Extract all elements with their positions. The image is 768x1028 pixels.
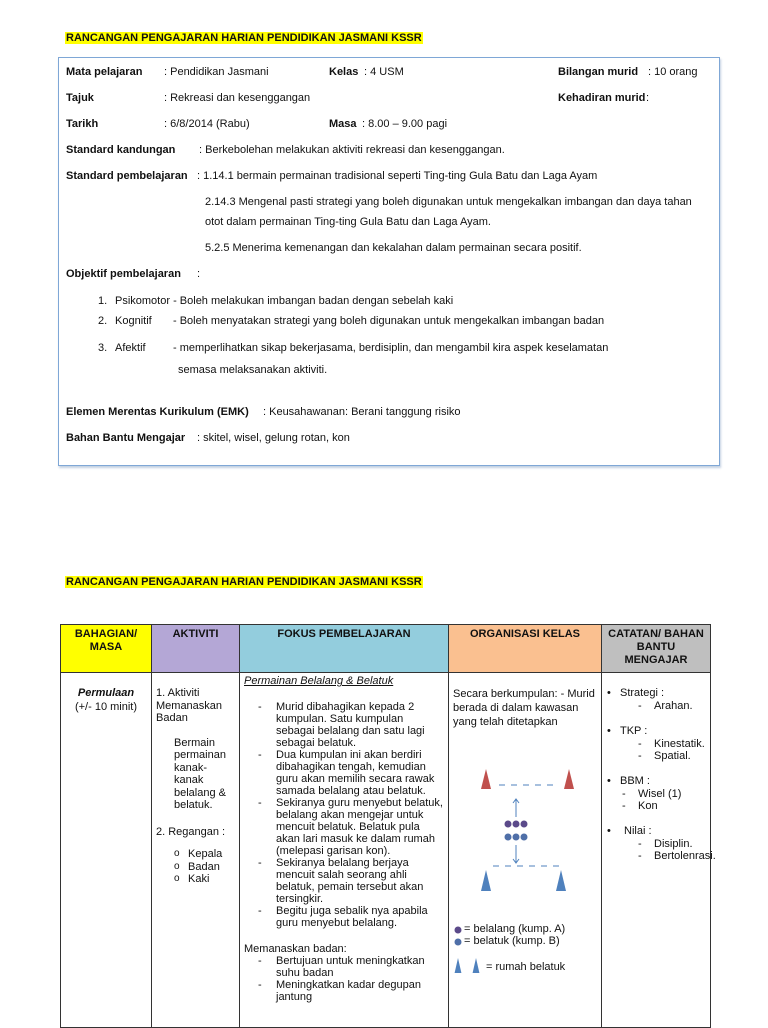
list-item <box>606 725 706 763</box>
list-item: - Kinestatik. <box>620 738 706 751</box>
header-organisasi: ORGANISASI KELAS <box>449 625 602 673</box>
fokus-list <box>244 701 444 929</box>
nilai-label: Nilai : <box>624 824 652 837</box>
kelas-value: : 4 USM <box>364 66 404 78</box>
cone-blue-icon <box>556 870 566 891</box>
tajuk-value: : Rekreasi dan kesenggangan <box>164 92 311 104</box>
list-item: - Bertujuan untuk meningkatkan suhu badan <box>244 955 444 979</box>
sk-label: Standard kandungan <box>66 144 176 156</box>
strategi-label: Strategi : <box>620 687 665 699</box>
mata-value: : Pendidikan Jasmani <box>164 66 269 78</box>
obj3-text: - memperlihatkan sikap bekerjasama, berdisiplin, dan mengambil kira aspek keselamatan <box>173 342 609 354</box>
obj2-name: Kognitif <box>115 315 152 327</box>
list-item: - Wisel (1) <box>604 788 706 801</box>
belalang-dot-icon <box>513 821 520 828</box>
list-item: - Sekiranya guru menyebut belatuk, belalang akan mengejar untuk mencuit belatuk. Belatuk pula akan lari masuk ke dalam rumah (melepasi garisan kon). <box>244 797 444 857</box>
bilangan-value: : 10 orang <box>648 66 698 78</box>
list-item: - Dua kumpulan ini akan berdiri dibahagikan tengah, kemudian guru akan memilih secara rawak samada belalang atau belatuk. <box>244 749 444 797</box>
fokus-title: Permainan Belalang & Belatuk <box>244 675 394 687</box>
mata-label: Mata pelajaran <box>66 66 143 78</box>
warm-title: Memanaskan badan: <box>244 943 347 955</box>
header-aktiviti: AKTIVITI <box>152 625 240 673</box>
obj3-name: Afektif <box>115 342 146 354</box>
permulaan-title: Permulaan <box>77 687 135 699</box>
belalang-dot-icon <box>505 821 512 828</box>
belatuk-dot-icon <box>505 834 512 841</box>
bbm-item-label: BBM : <box>620 774 650 787</box>
objektif-colon: : <box>197 268 201 280</box>
cone-red-icon <box>564 769 574 789</box>
obj3-text-2: semasa melaksanakan aktiviti. <box>178 364 328 376</box>
cell-fokus <box>240 673 449 1028</box>
list-item: - Murid dibahagikan kepada 2 kumpulan. Satu kumpulan sebagai belalang dan satu lagi sebagai belatuk. <box>244 701 444 749</box>
permulaan-time: (+/- 10 minit) <box>74 701 138 713</box>
tkp-sublist <box>620 738 706 763</box>
legend-belatuk: = belatuk (kump. B) <box>464 935 560 947</box>
cell-organisasi <box>449 673 602 1028</box>
belatuk-dot-icon <box>521 834 528 841</box>
tarikh-label: Tarikh <box>66 118 99 130</box>
kehadiran-label: Kehadiran murid <box>558 92 646 104</box>
masa-label: Masa <box>329 118 357 130</box>
bbm-label: Bahan Bantu Mengajar <box>66 432 186 444</box>
tarikh-value: : 6/8/2014 (Rabu) <box>164 118 250 130</box>
obj1-text: Psikomotor - Boleh melakukan imbangan badan dengan sebelah kaki <box>115 295 454 307</box>
list-item: o Kepala <box>156 848 235 861</box>
kelas-label: Kelas <box>329 66 359 78</box>
emk-value: : Keusahawanan: Berani tanggung risiko <box>263 406 461 418</box>
cell-catatan <box>602 673 716 1028</box>
aktiviti-item-1-desc: Bermain permainan kanak-kanak belalang & belatuk. <box>174 736 226 811</box>
bbm-sublist <box>604 788 706 813</box>
table-header-row <box>61 625 711 673</box>
list-item: o Badan <box>156 861 235 874</box>
regangan-list <box>156 848 235 886</box>
tajuk-label: Tajuk <box>66 92 94 104</box>
objektif-label: Objektif pembelajaran <box>66 268 181 280</box>
legend-cone-icon <box>453 958 463 973</box>
sp-value-1: : 1.14.1 bermain permainan tradisional seperti Ting-ting Gula Batu dan Laga Ayam <box>197 170 598 182</box>
cell-bahagian <box>61 673 152 1028</box>
header-fokus: FOKUS PEMBELAJARAN <box>240 625 449 673</box>
aktiviti-item-2: 2. Regangan : <box>156 825 226 838</box>
cone-blue-icon <box>481 870 491 891</box>
warm-list <box>244 955 444 1003</box>
list-item: o Kaki <box>156 873 235 886</box>
nilai-sublist <box>620 837 716 863</box>
list-item <box>606 687 706 713</box>
sk-value: : Berkebolehan melakukan aktiviti rekreasi dan kesenggangan. <box>199 144 505 156</box>
obj2-num: 2. <box>98 315 108 327</box>
list-item: - Arahan. <box>620 700 706 713</box>
cell-aktiviti <box>152 673 240 1028</box>
sp-value-3: 5.2.5 Menerima kemenangan dan kekalahan dalam permainan secara positif. <box>205 242 582 254</box>
obj3-num: 3. <box>98 342 108 354</box>
sp-label: Standard pembelajaran <box>66 170 188 182</box>
obj2-text: - Boleh menyatakan strategi yang boleh digunakan untuk mengekalkan imbangan badan <box>173 315 605 327</box>
legend-cone-icon <box>471 958 481 973</box>
obj1-num: 1. <box>98 295 108 307</box>
sp-value-2a: 2.14.3 Mengenal pasti strategi yang boleh digunakan untuk mengekalkan imbangan dan daya tahan <box>205 196 692 208</box>
list-item: - Bertolenrasi. <box>620 850 706 863</box>
strategi-sublist <box>620 700 706 713</box>
catatan-list <box>606 687 716 863</box>
legend-belalang: = belalang (kump. A) <box>464 923 566 935</box>
kehadiran-value: : <box>646 92 650 104</box>
legend-belatuk-icon <box>455 939 462 946</box>
list-item: - Kon <box>604 800 706 813</box>
sp-value-2b: otot dalam permainan Ting-ting Gula Batu dan Laga Ayam. <box>205 216 491 228</box>
belatuk-dot-icon <box>513 834 520 841</box>
list-item: - Meningkatkan kadar degupan jantung <box>244 979 444 1003</box>
list-item: - Disiplin. <box>620 838 706 851</box>
masa-value: : 8.00 – 9.00 pagi <box>362 118 448 130</box>
list-item: - Spatial. <box>620 750 706 763</box>
list-item <box>606 775 706 813</box>
bbm-value: : skitel, wisel, gelung rotan, kon <box>197 432 350 444</box>
cone-red-icon <box>481 769 491 789</box>
emk-label: Elemen Merentas Kurikulum (EMK) <box>66 406 249 418</box>
legend-rumah: = rumah belatuk <box>486 961 566 973</box>
bilangan-label: Bilangan murid <box>558 66 639 78</box>
organisasi-text: Secara berkumpulan: - Murid berada di dalam kawasan yang telah ditetapkan <box>453 688 595 728</box>
list-item: - Begitu juga sebalik nya apabila guru menyebut belalang. <box>244 905 444 929</box>
belalang-dot-icon <box>521 821 528 828</box>
list-item <box>606 824 716 863</box>
tkp-label: TKP : <box>620 724 648 737</box>
legend-belalang-icon <box>455 927 462 934</box>
list-item: - Sekiranya belalang berjaya mencuit salah seorang ahli belatuk, pemain tersebut akan tersingkir. <box>244 857 444 905</box>
header-title-1: RANCANGAN PENGAJARAN HARIAN PENDIDIKAN JASMANI KSSR <box>66 32 422 44</box>
header-catatan: CATATAN/ BAHAN BANTU MENGAJAR <box>602 625 711 673</box>
lesson-table <box>60 624 716 1028</box>
table-row <box>61 673 711 1028</box>
header-bahagian: BAHAGIAN/ MASA <box>61 625 152 673</box>
aktiviti-item-1: 1. Aktiviti Memanaskan Badan <box>156 687 223 724</box>
header-title-2: RANCANGAN PENGAJARAN HARIAN PENDIDIKAN JASMANI KSSR <box>66 576 422 588</box>
